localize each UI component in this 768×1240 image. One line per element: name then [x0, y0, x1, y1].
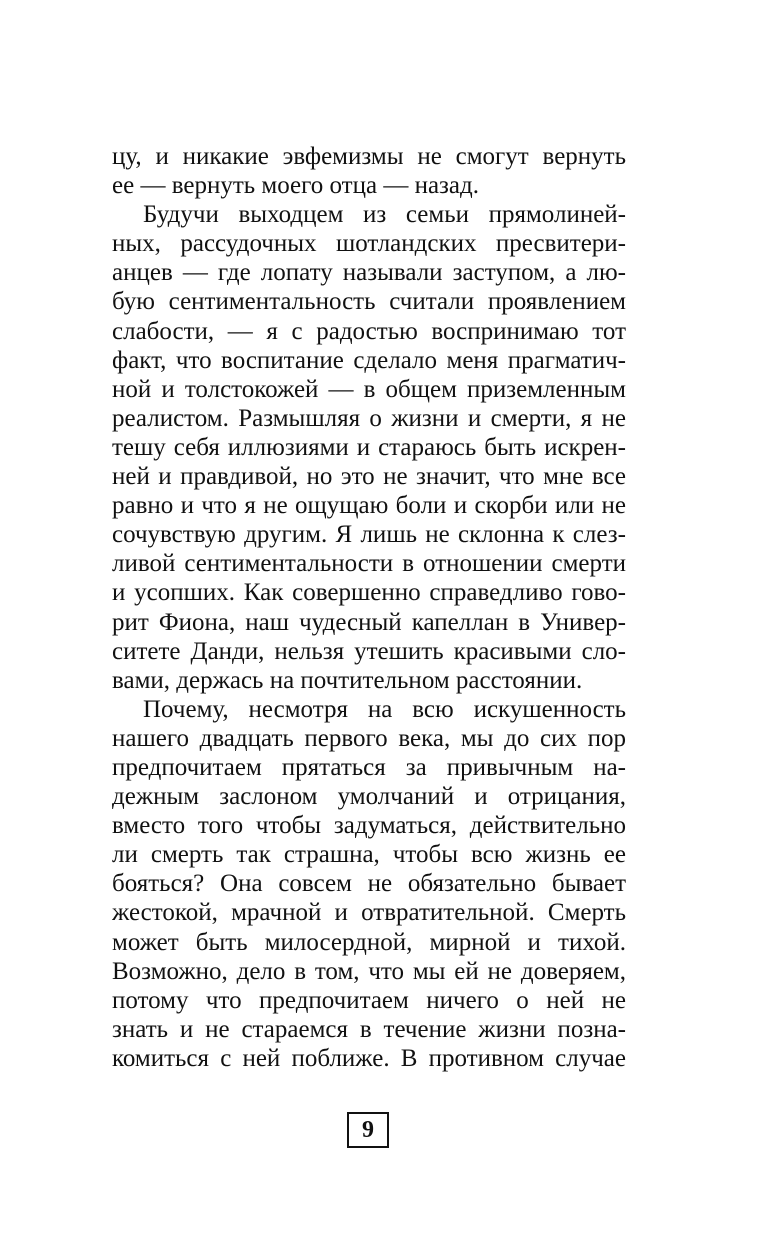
- text-line: знать и не стараемся в течение жизни позна-: [112, 1015, 626, 1043]
- text-line: ливой сентиментальности в отношении смерти: [112, 550, 626, 578]
- text-line: ных, рассудочных шотландских пресвитери-: [112, 230, 626, 258]
- text-line: Почему, несмотря на всю искушенность: [143, 695, 626, 723]
- text-line: Будучи выходцем из семьи прямолиней-: [143, 201, 626, 229]
- text-line: рит Фиона, наш чудесный капеллан в Универ-: [112, 608, 626, 636]
- text-line: реалистом. Размышляя о жизни и смерти, я не: [112, 404, 626, 432]
- text-line: может быть милосердной, мирной и тихой.: [112, 928, 626, 956]
- text-line: бояться? Она совсем не обязательно бывает: [112, 870, 626, 898]
- text-line: ситете Данди, нельзя утешить красивыми сло-: [112, 637, 626, 665]
- text-line: слабости, — я с радостью воспринимаю тот: [112, 317, 626, 345]
- text-line: ной и толстокожей — в общем приземленным: [112, 375, 626, 403]
- page-number: 9: [347, 1112, 389, 1148]
- text-line: ней и правдивой, но это не значит, что мне все: [112, 463, 626, 491]
- text-line: ли смерть так страшна, чтобы всю жизнь ее: [112, 841, 626, 869]
- text-line: потому что предпочитаем ничего о ней не: [112, 986, 626, 1014]
- text-line: вместо того чтобы задуматься, действительно: [112, 812, 626, 840]
- text-line: факт, что воспитание сделало меня прагматич-: [112, 346, 626, 374]
- text-line: анцев — где лопату называли заступом, а лю-: [112, 259, 626, 287]
- text-line: сочувствую другим. Я лишь не склонна к слез-: [112, 521, 626, 549]
- text-line: нашего двадцать первого века, мы до сих пор: [112, 724, 626, 752]
- text-line: ее — вернуть моего отца — назад.: [112, 172, 479, 200]
- text-line: и усопших. Как совершенно справедливо гово-: [112, 579, 626, 607]
- text-line: цу, и никакие эвфемизмы не смогут вернуть: [112, 143, 626, 170]
- text-line: равно и что я не ощущаю боли и скорби или не: [112, 492, 626, 520]
- text-line: предпочитаем прятаться за привычным на-: [112, 753, 626, 781]
- text-line: тешу себя иллюзиями и стараюсь быть искрен-: [112, 433, 626, 461]
- body-text: [112, 142, 626, 1073]
- text-line: Возможно, дело в том, что мы ей не доверяем,: [112, 957, 626, 985]
- text-line: жестокой, мрачной и отвратительной. Смерть: [112, 899, 626, 927]
- text-line: вами, держась на почтительном расстоянии.: [112, 666, 583, 694]
- text-line: дежным заслоном умолчаний и отрицания,: [112, 783, 626, 811]
- text-line: бую сентиментальность считали проявлением: [112, 288, 626, 316]
- text-line: комиться с ней поближе. В противном случае: [112, 1044, 626, 1072]
